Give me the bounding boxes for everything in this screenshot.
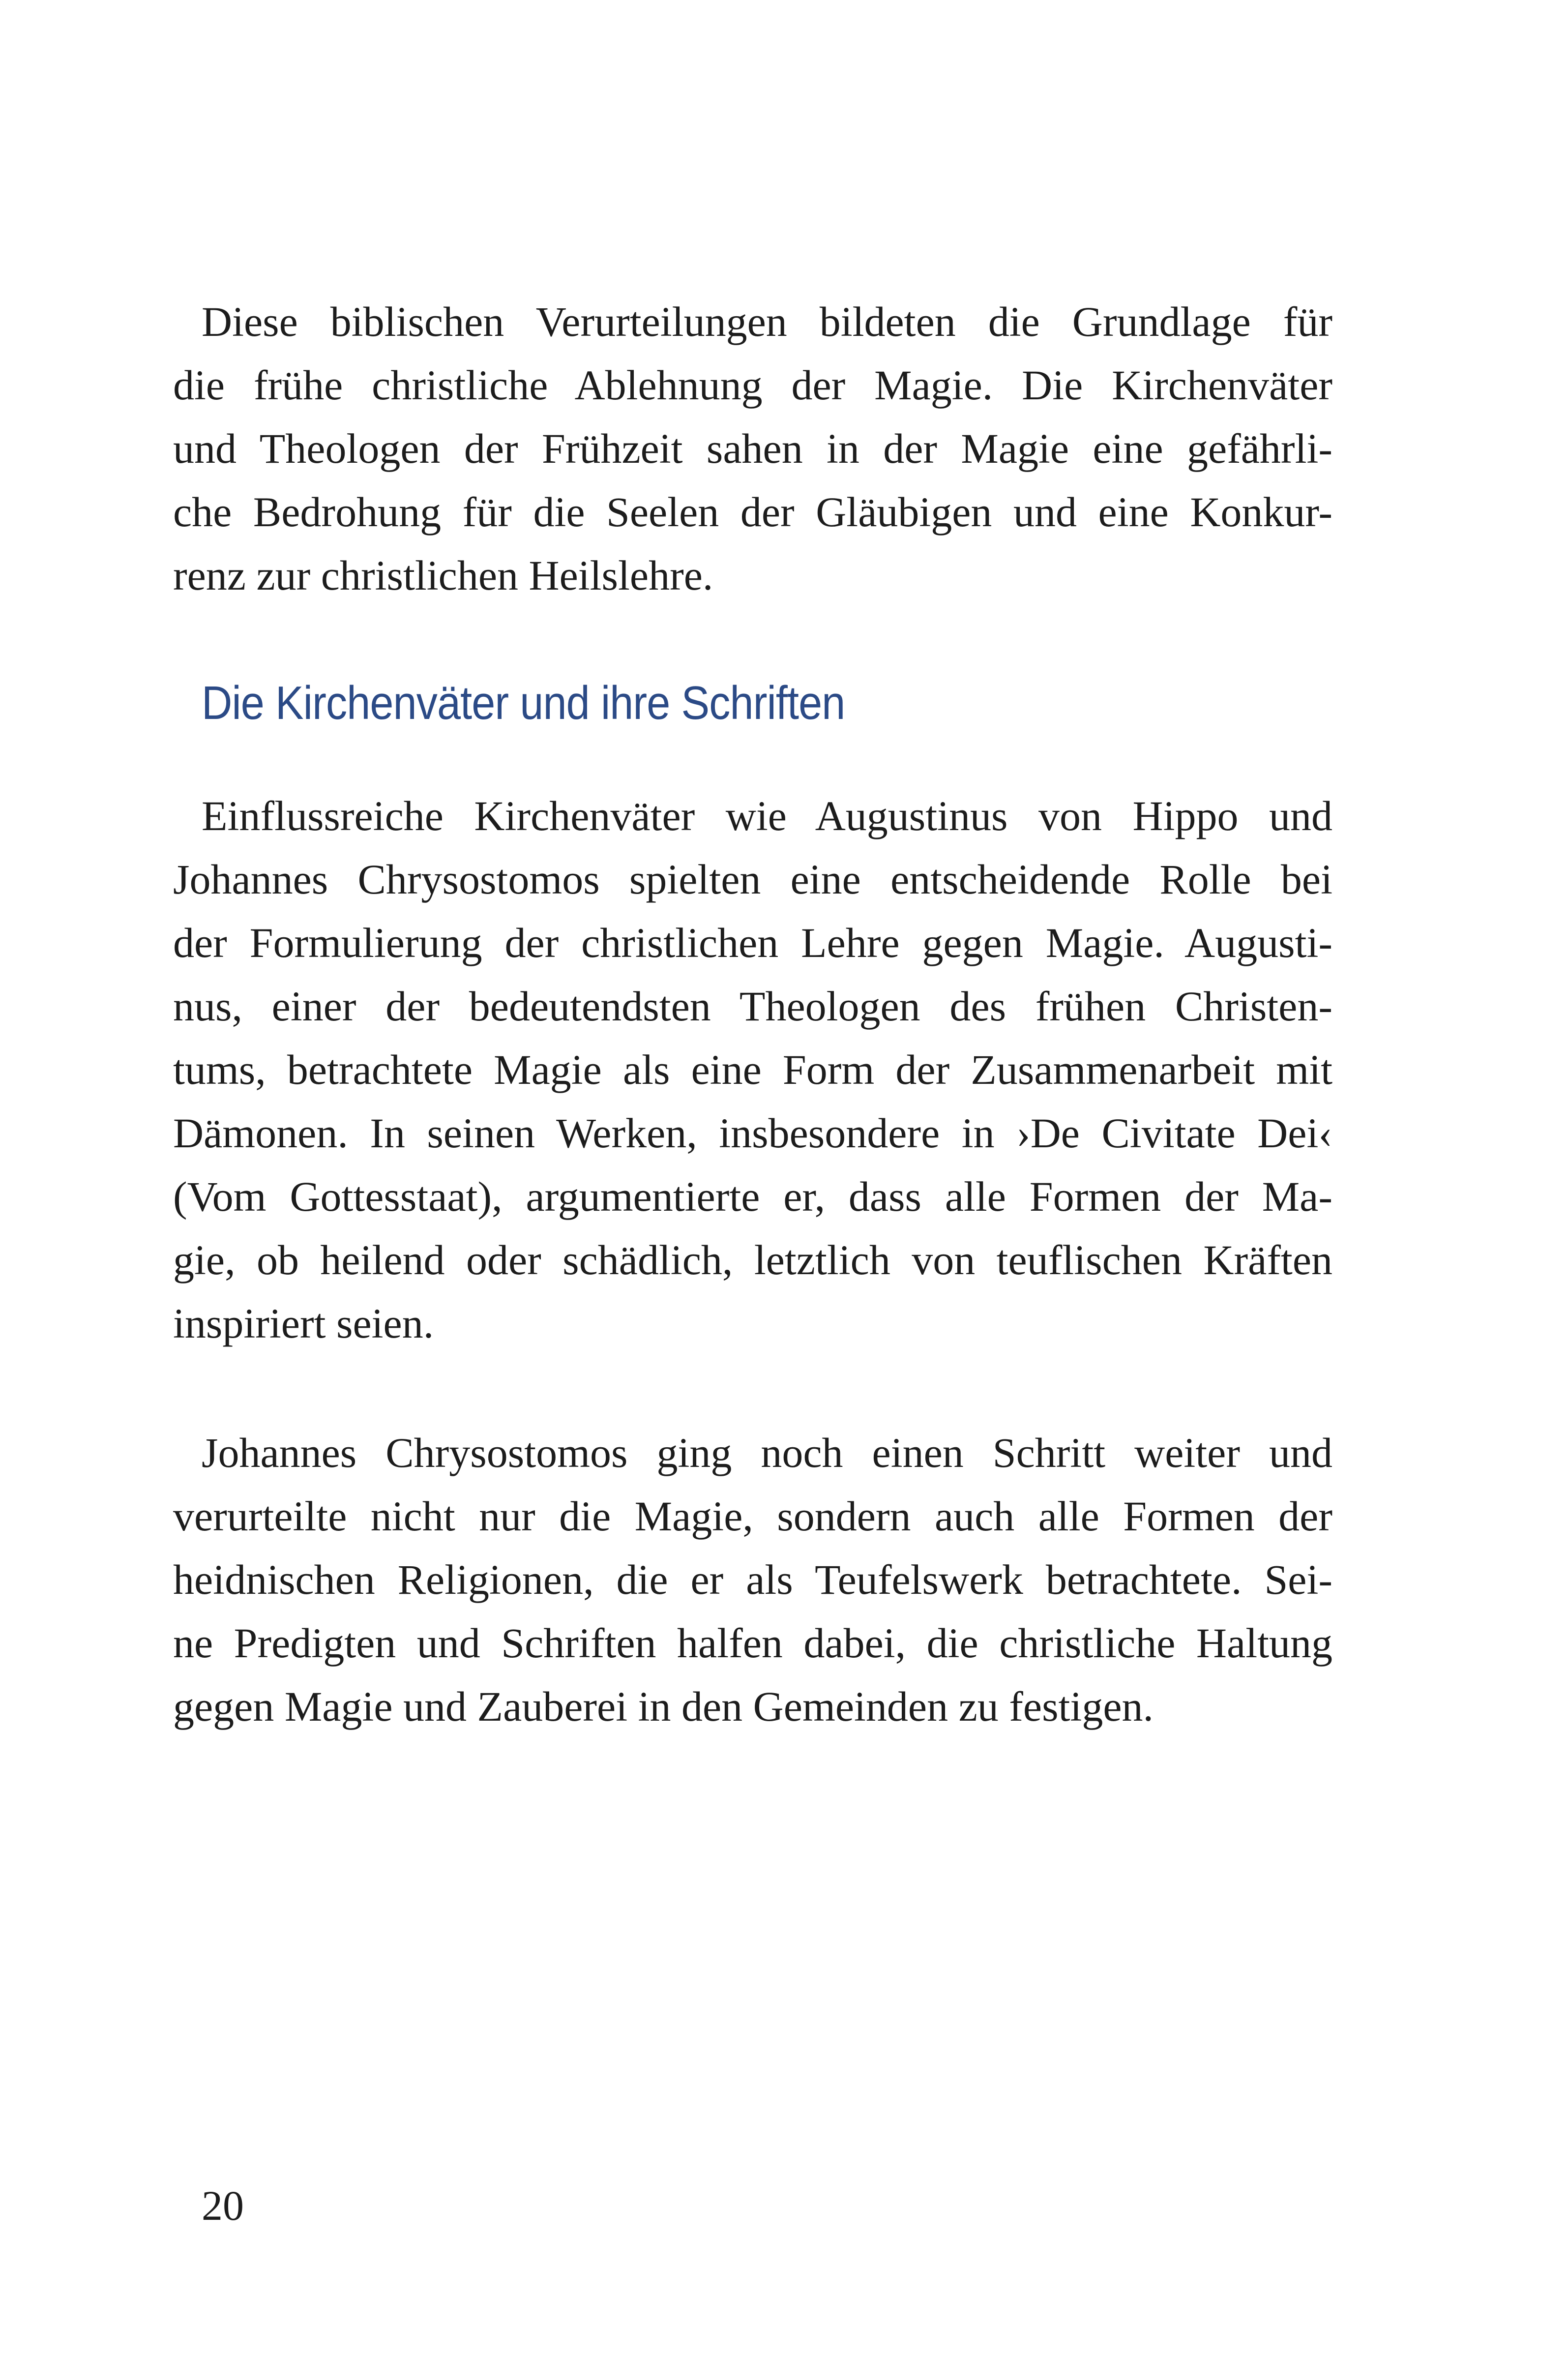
text-line: verurteilte nicht nur die Magie, sondern auch alle Formen der bbox=[173, 1492, 1332, 1540]
text-line: heidnischen Religionen, die er als Teufelswerk betrachtete. Sei- bbox=[173, 1556, 1332, 1603]
text-line: tums, betrachtete Magie als eine Form der Zusammenarbeit mit bbox=[173, 1046, 1332, 1093]
section-heading: Die Kirchenväter und ihre Schriften bbox=[202, 677, 845, 729]
text-line: (Vom Gottesstaat), argumentierte er, dass alle Formen der Ma- bbox=[173, 1173, 1332, 1220]
text-line: Dämonen. In seinen Werken, insbesondere in ›De Civitate Dei‹ bbox=[173, 1109, 1332, 1157]
text-line: und Theologen der Frühzeit sahen in der Magie eine gefährli- bbox=[173, 425, 1332, 472]
paragraph-intro bbox=[173, 290, 1332, 607]
page-number: 20 bbox=[202, 2182, 244, 2229]
text-line: Diese biblischen Verurteilungen bildeten die Grundlage für bbox=[202, 298, 1332, 345]
paragraph-chrysostomos bbox=[173, 1421, 1332, 1738]
text-line: ne Predigten und Schriften halfen dabei, die christliche Haltung bbox=[173, 1619, 1332, 1667]
text-line: die frühe christliche Ablehnung der Magie. Die Kirchenväter bbox=[173, 361, 1332, 409]
paragraph-augustinus bbox=[173, 784, 1332, 1355]
text-line: Einflussreiche Kirchenväter wie Augustinus von Hippo und bbox=[202, 792, 1332, 839]
text-line: Johannes Chrysostomos spielten eine entscheidende Rolle bei bbox=[173, 856, 1332, 903]
text-line: renz zur christlichen Heilslehre. bbox=[173, 552, 713, 599]
text-line: Johannes Chrysostomos ging noch einen Schritt weiter und bbox=[202, 1429, 1332, 1476]
text-line: che Bedrohung für die Seelen der Gläubigen und eine Konkur- bbox=[173, 488, 1332, 536]
text-line: der Formulierung der christlichen Lehre gegen Magie. Augusti- bbox=[173, 919, 1332, 966]
text-line: gie, ob heilend oder schädlich, letztlich von teuflischen Kräften bbox=[173, 1236, 1332, 1283]
text-line: gegen Magie und Zauberei in den Gemeinden zu festigen. bbox=[173, 1683, 1154, 1730]
text-line: nus, einer der bedeutendsten Theologen des frühen Christen- bbox=[173, 983, 1332, 1030]
text-line: inspiriert seien. bbox=[173, 1300, 434, 1347]
